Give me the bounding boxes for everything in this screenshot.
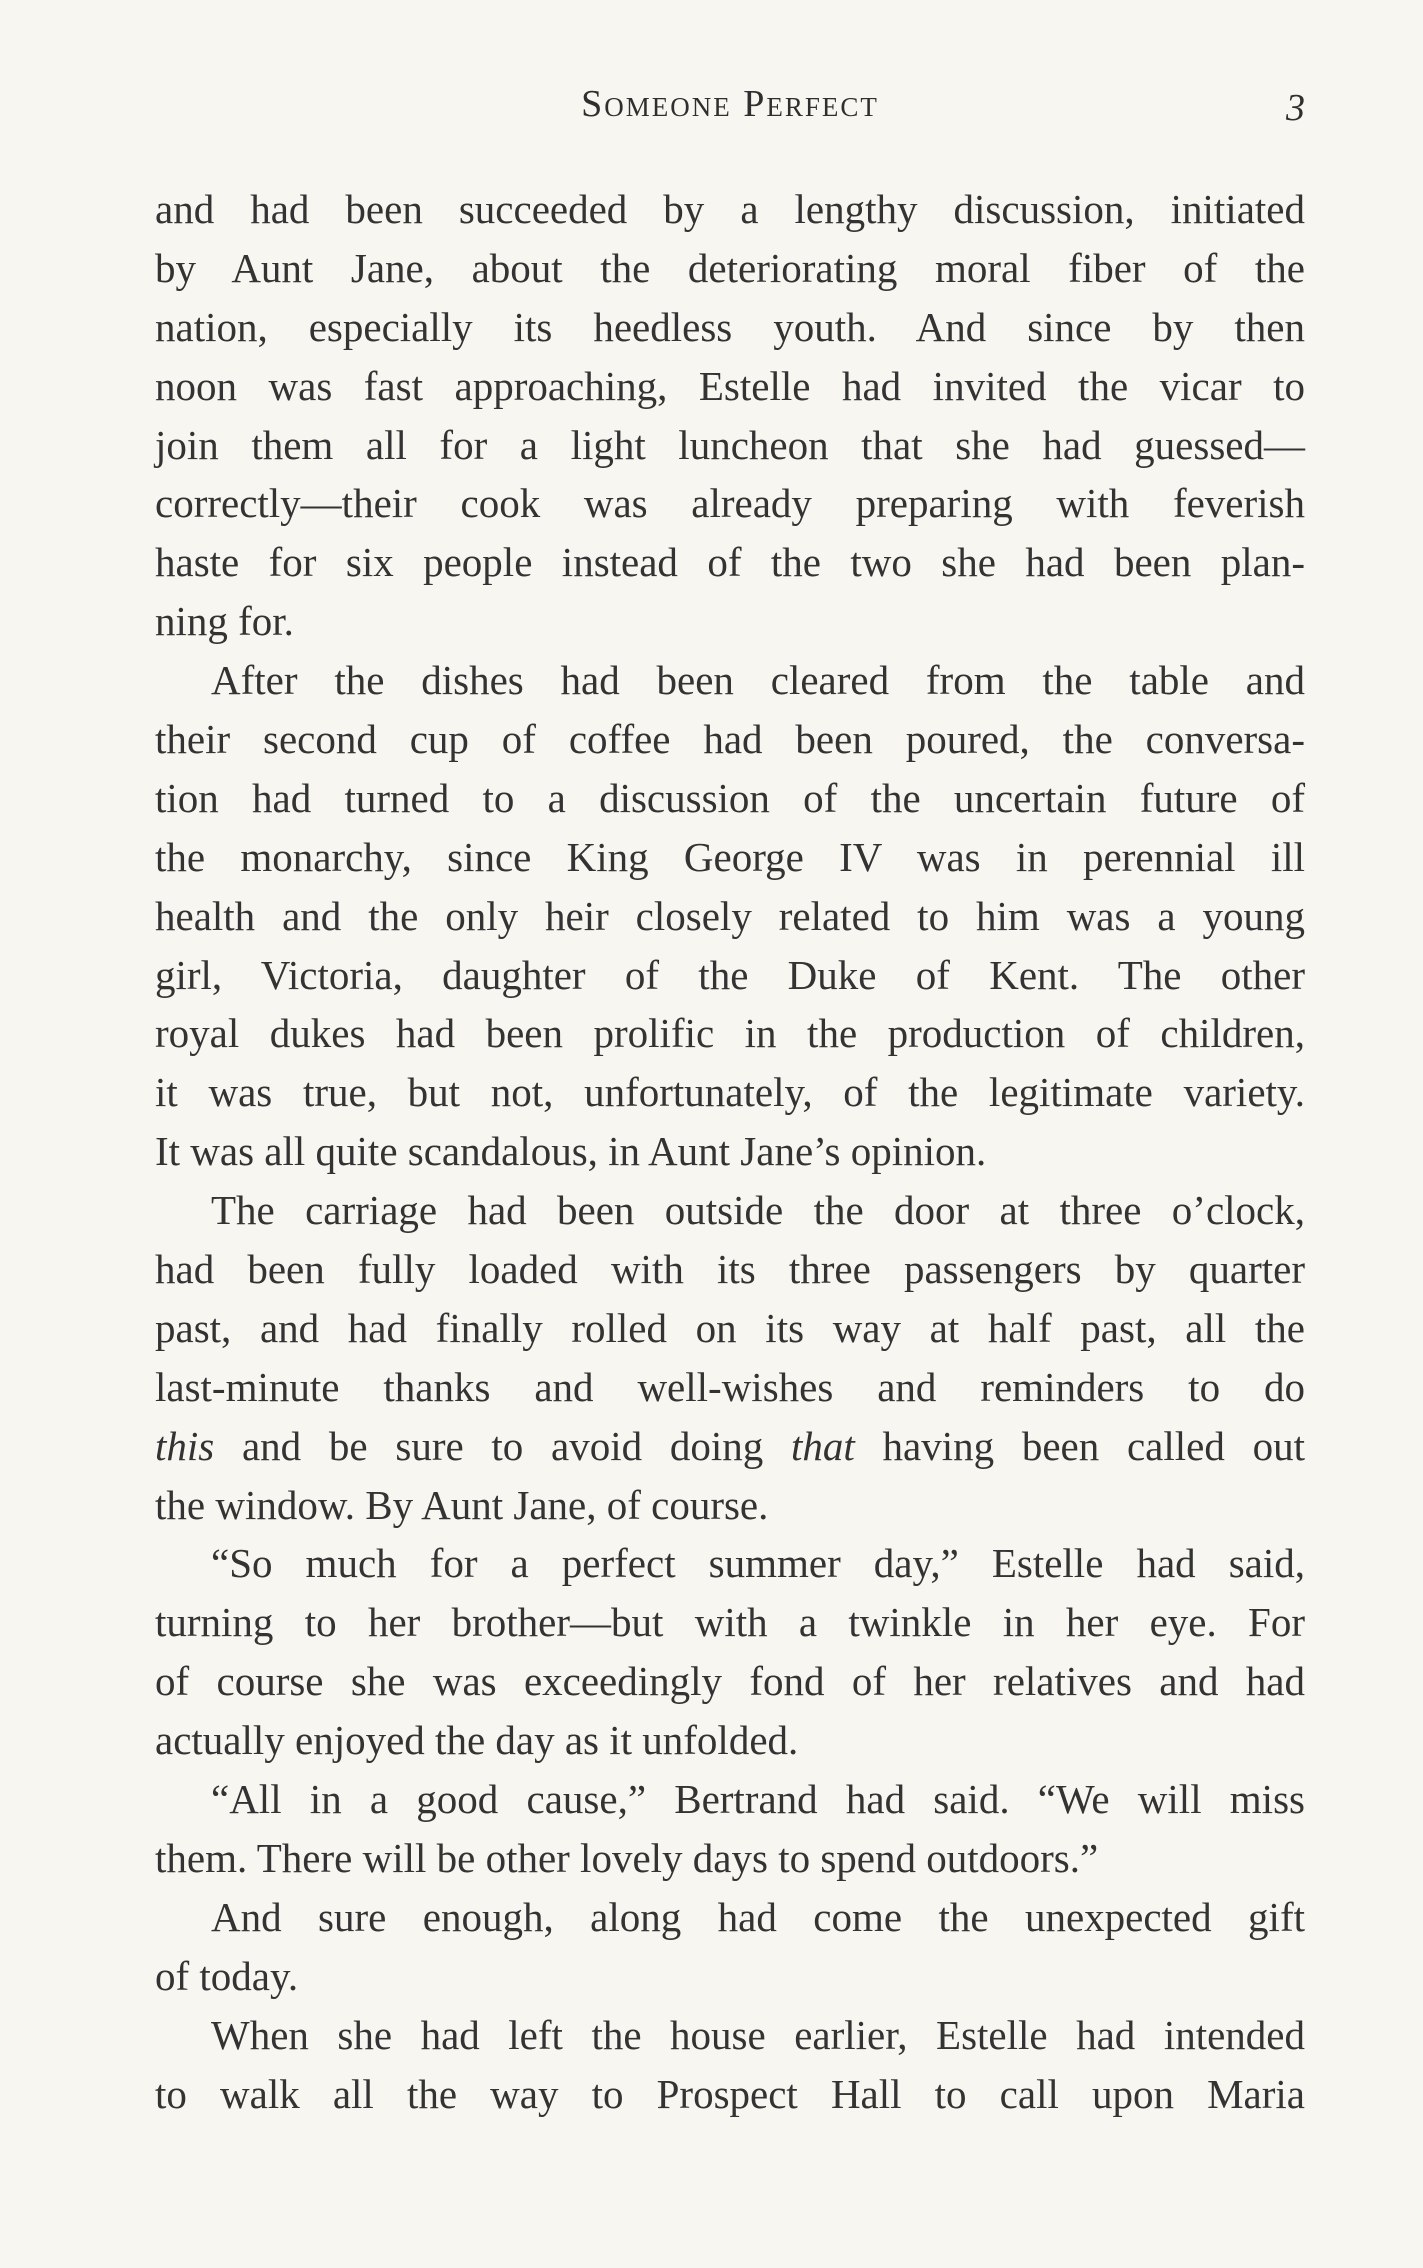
text-line: It was all quite scandalous, in Aunt Jane’s opinion. — [155, 1128, 987, 1175]
text-line: nation, especially its heedless youth. And since by then — [155, 303, 1305, 350]
text-line: to walk all the way to Prospect Hall to call upon Maria — [155, 2070, 1305, 2117]
text-line: tion had turned to a discussion of the uncertain future of — [155, 774, 1305, 821]
text-line: turning to her brother—but with a twinkle in her eye. For — [155, 1599, 1305, 1646]
text-line: it was true, but not, unfortunately, of the legitimate variety. — [155, 1069, 1305, 1116]
page-header — [155, 82, 1305, 142]
text-line: past, and had finally rolled on its way at half past, all the — [155, 1304, 1305, 1351]
text-line: and had been succeeded by a lengthy discussion, initiated — [155, 186, 1305, 232]
text-line: the monarchy, since King George IV was in perennial ill — [155, 833, 1305, 880]
text-line: When she had left the house earlier, Estelle had intended — [211, 2011, 1305, 2058]
running-title: Someone Perfect — [581, 83, 879, 125]
text-line: of course she was exceedingly fond of her relatives and had — [155, 1658, 1305, 1705]
text-line: correctly—their cook was already preparing with feverish — [155, 480, 1305, 527]
text-line: their second cup of coffee had been poured, the conversa- — [155, 716, 1305, 763]
text-line: by Aunt Jane, about the deteriorating moral fiber of the — [155, 244, 1305, 291]
text-line: health and the only heir closely related to him was a young — [155, 892, 1305, 939]
text-line: “All in a good cause,” Bertrand had said. “We will miss — [211, 1776, 1305, 1823]
text-line: noon was fast approaching, Estelle had invited the vicar to — [155, 362, 1305, 409]
text-line: After the dishes had been cleared from the table and — [211, 657, 1305, 704]
text-line: had been fully loaded with its three passengers by quarter — [155, 1246, 1305, 1293]
text-span: having been called out — [854, 1422, 1305, 1469]
text-line: last-minute thanks and well-wishes and reminders to do — [155, 1363, 1305, 1410]
italic-text: this — [155, 1422, 215, 1469]
text-line: “So much for a perfect summer day,” Estelle had said, — [211, 1540, 1305, 1587]
text-line: The carriage had been outside the door at three o’clock, — [211, 1187, 1305, 1234]
text-line: royal dukes had been prolific in the production of children, — [155, 1010, 1305, 1057]
text-line: join them all for a light luncheon that she had guessed— — [155, 421, 1305, 468]
text-line: actually enjoyed the day as it unfolded. — [155, 1717, 799, 1764]
text-line: ning for. — [155, 598, 294, 645]
text-line: And sure enough, along had come the unexpected gift — [211, 1893, 1305, 1940]
body-text — [155, 180, 1305, 2123]
text-line: haste for six people instead of the two she had been plan- — [155, 539, 1305, 586]
text-line: the window. By Aunt Jane, of course. — [155, 1481, 769, 1528]
text-line: girl, Victoria, daughter of the Duke of Kent. The other — [155, 951, 1305, 998]
text-line: of today. — [155, 1952, 299, 1999]
page-number: 3 — [1286, 87, 1305, 129]
text-span: and be sure to avoid doing — [214, 1422, 791, 1469]
text-line: them. There will be other lovely days to spend outdoors.” — [155, 1834, 1099, 1881]
text-line — [155, 1417, 1305, 1476]
italic-text: that — [790, 1422, 855, 1469]
